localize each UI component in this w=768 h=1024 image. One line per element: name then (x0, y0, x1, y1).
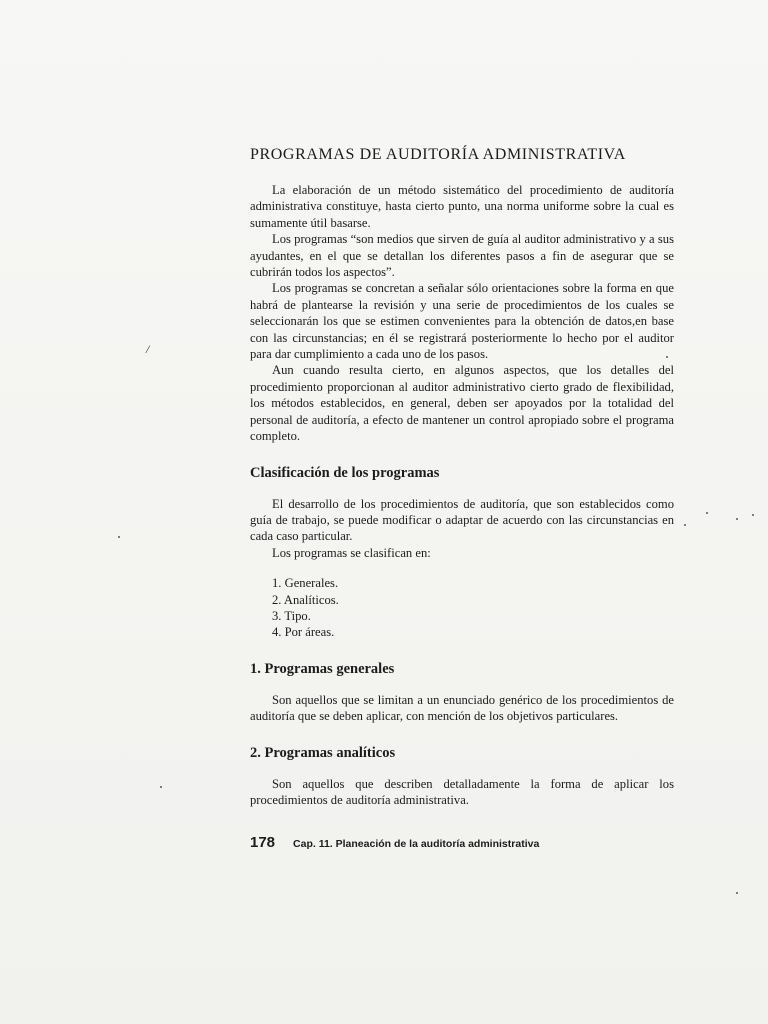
page-number: 178 (250, 834, 276, 851)
scan-speck (736, 518, 738, 520)
section-heading-classification: Clasificación de los programas (250, 464, 440, 481)
list-item: 4. Por áreas. (272, 625, 335, 640)
paragraph: Los programas se clasifican en: (272, 545, 431, 560)
page-footer (250, 834, 680, 851)
list-item: 1. Generales. (272, 576, 339, 591)
scan-speck (752, 514, 754, 516)
classification-list (250, 575, 674, 641)
scan-speck (736, 892, 738, 894)
paragraph: El desarrollo de los procedimientos de auditoría, que son establecidos como guía de trabajo, se puede modificar o adaptar de acuerdo con las circunstancias en cada caso particular. (250, 496, 674, 544)
paragraph: Son aquellos que se limitan a un enunciado genérico de los procedimientos de auditoría que se deben aplicar, con mención de los objetivos particulares. (250, 692, 674, 724)
paragraph: Los programas se concretan a señalar sólo orientaciones sobre la forma en que habrá de plantearse la revisión y una serie de procedimientos de los cuales se seleccionarán los que se estimen convenientes para la obtención de datos,en base con las circunstancias; en él se registrará posteriormente lo hecho por el auditor para dar cumplimiento a cada uno de los pasos. (250, 281, 674, 362)
scan-speck (706, 512, 708, 514)
paragraph: La elaboración de un método sistemático del procedimiento de auditoría administrativa constituye, hasta cierto punto, una norma uniforme sobre la cual es sumamente útil basarse. (250, 183, 674, 230)
section-heading-analytic: 2. Programas analíticos (250, 744, 396, 761)
intro-section (250, 182, 674, 445)
scan-speck (118, 536, 120, 538)
scan-speck (684, 524, 686, 526)
scan-mark: / (146, 342, 150, 356)
page-title: PROGRAMAS DE AUDITORÍA ADMINISTRATIVA (250, 146, 626, 163)
list-item: 3. Tipo. (272, 608, 311, 623)
scan-speck (160, 786, 162, 788)
paragraph: Los programas “son medios que sirven de guía al auditor administrativo y a sus ayudantes, en el que se detallan los diferentes pasos a fin de asegurar que se cubrirán todos los aspectos”. (250, 232, 674, 280)
paragraph: Aun cuando resulta cierto, en algunos aspectos, que los detalles del procedimiento proporcionan al auditor administrativo cierto grado de flexibilidad, los métodos establecidos, en general, deben ser apoyados por la totalidad del personal de auditoría, a efecto de mantener un control apropiado sobre el programa completo. (250, 363, 674, 444)
paragraph: Son aquellos que describen detalladamente la forma de aplicar los procedimientos de auditoría administrativa. (250, 776, 674, 807)
section-heading-general: 1. Programas generales (250, 660, 395, 677)
page-content (250, 146, 674, 808)
list-item: 2. Analíticos. (272, 592, 339, 607)
scan-speck (666, 356, 668, 358)
running-head: Cap. 11. Planeación de la auditoría administrativa (293, 838, 540, 850)
